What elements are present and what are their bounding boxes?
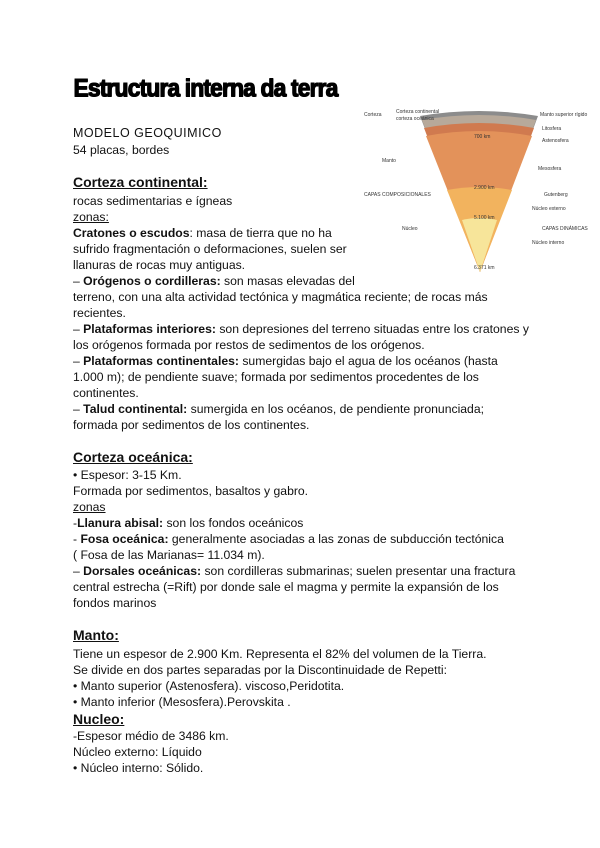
talud-text1: sumergida en los océanos, de pendiente pronunciada; xyxy=(187,402,484,416)
cratones-line2: sufrido fragmentación o deformaciones, suelen ser xyxy=(73,242,347,256)
dorsales-line1: – Dorsales oceánicas: son cordilleras submarinas; suelen presentar una fractura xyxy=(73,564,516,578)
fosa-line1: - Fosa oceánica: generalmente asociadas a las zonas de subducción tectónica xyxy=(73,532,504,546)
plat-int-line2: los orógenos formada por restos de sedimentos de los orógenos. xyxy=(73,338,425,352)
dorsales-text1: son cordilleras submarinas; suelen presentar una fractura xyxy=(201,564,516,578)
llanura-label: Llanura abisal: xyxy=(77,516,164,530)
fig-capas-din-label: CAPAS DINÁMICAS xyxy=(542,226,588,232)
manto-line1: Tiene un espesor de 2.900 Km. Representa el 82% del volumen de la Tierra. xyxy=(73,647,487,661)
fig-nucleo-interno-label: Núcleo interno xyxy=(532,240,565,246)
fig-mesosfera-label: Mesosfera xyxy=(538,166,562,172)
fig-nucleo-externo-label: Núcleo externo xyxy=(532,206,566,212)
dorsales-line2: central estrecha (=Rift) por donde sale el magma y permite la expansión de los xyxy=(73,580,499,594)
nucleo-line2: Núcleo externo: Líquido xyxy=(73,745,202,759)
orogenos-label: Orógenos o cordilleras: xyxy=(83,274,221,288)
plat-int-text1: son depresiones del terreno situadas entre los cratones y xyxy=(215,322,529,336)
manto-line4: • Manto inferior (Mesosfera).Perovskita . xyxy=(73,695,291,709)
orogenos-line1 xyxy=(73,274,355,290)
dorsales-line3: fondos marinos xyxy=(73,596,157,610)
orogenos-line3: recientes. xyxy=(73,306,126,320)
oceanica-espesor: • Espesor: 3-15 Km. xyxy=(73,468,182,482)
fig-corteza-oc-label: corteza oceánica xyxy=(396,116,434,122)
fig-km6371-label: 6.371 km xyxy=(474,265,495,271)
fig-km5100-label: 5.100 km xyxy=(474,215,495,221)
dorsales-label: Dorsales oceánicas: xyxy=(83,564,202,578)
fosa-line2: ( Fosa de las Marianas= 11.034 m). xyxy=(73,548,265,562)
oceanica-formada: Formada por sedimentos, basaltos y gabro. xyxy=(73,484,309,498)
fig-astenosfera-label: Astenosfera xyxy=(542,138,569,144)
plat-cont-line2: 1.000 m); de pendiente suave; formada por sedimentos procedentes de los xyxy=(73,370,479,384)
modelo-heading: MODELO GEOQUIMICO xyxy=(73,126,222,140)
llanura-text: son los fondos oceánicos xyxy=(163,516,304,530)
talud-line2: formada por sedimentos de los continentes. xyxy=(73,418,310,432)
fig-manto-superior-label: Manto superior rígido xyxy=(540,112,588,118)
corteza-continental-zonas: zonas: xyxy=(73,210,109,224)
modelo-sub: 54 placas, bordes xyxy=(73,143,170,157)
corteza-continental-line1: rocas sedimentarias e ígneas xyxy=(73,194,233,208)
nucleo-heading: Nucleo: xyxy=(73,711,125,727)
fig-manto-label: Manto xyxy=(382,158,396,164)
fig-litosfera-label: Litosfera xyxy=(542,126,562,132)
nucleo-line1: -Espesor médio de 3486 km. xyxy=(73,729,229,743)
earth-layers-diagram xyxy=(362,104,592,272)
inner-core-layer xyxy=(462,218,497,272)
orogenos-text1: son masas elevadas del xyxy=(220,274,355,288)
fig-corteza-label: Corteza xyxy=(364,112,382,118)
corteza-oceanica-heading: Corteza oceánica: xyxy=(73,449,193,465)
nucleo-line3: • Núcleo interno: Sólido. xyxy=(73,761,204,775)
corteza-continental-heading: Corteza continental: xyxy=(73,174,208,190)
cratones-label: Cratones o escudos xyxy=(73,226,190,240)
manto-heading: Manto: xyxy=(73,627,119,643)
llanura-line: -Llanura abisal: son los fondos oceánicos xyxy=(73,516,304,530)
fosa-label: Fosa oceánica: xyxy=(80,532,169,546)
fosa-text1: generalmente asociadas a las zonas de subducción tectónica xyxy=(168,532,504,546)
plat-cont-line1: – Plataformas continentales: sumergidas bajo el agua de los océanos (hasta xyxy=(73,354,498,368)
fig-corteza-cont-label: Corteza continental xyxy=(396,109,440,115)
talud-line1: – Talud continental: sumergida en los océanos, de pendiente pronunciada; xyxy=(73,402,484,416)
plat-cont-line3: continentes. xyxy=(73,386,139,400)
plat-int-line1: – Plataformas interiores: son depresiones del terreno situadas entre los cratones y xyxy=(73,322,529,336)
document-title: Estructura interna da terra xyxy=(73,74,338,102)
orogenos-line2: terreno, con una alta actividad tectónica y magmática reciente; de rocas más xyxy=(73,290,488,304)
plat-int-label: Plataformas interiores: xyxy=(83,322,216,336)
fig-km2900-label: 2.900 km xyxy=(474,185,495,191)
fig-capas-comp-label: CAPAS COMPOSICIONALES xyxy=(364,192,431,198)
fig-gutenberg-label: Gutenberg xyxy=(544,192,568,198)
plat-cont-text1: sumergidas bajo el agua de los océanos (hasta xyxy=(238,354,498,368)
plat-cont-label: Plataformas continentales: xyxy=(83,354,239,368)
cratones-line3: llanuras de rocas muy antiguas. xyxy=(73,258,246,272)
cratones-text1: : masa de tierra que no ha xyxy=(189,226,332,240)
fig-km700-label: 700 km xyxy=(474,134,491,140)
cratones-line1 xyxy=(73,226,332,242)
talud-label: Talud continental: xyxy=(83,402,188,416)
manto-line2: Se divide en dos partes separadas por la Discontinuidade de Repetti: xyxy=(73,663,447,677)
fig-nucleo-label: Núcleo xyxy=(402,226,418,232)
orogenos-prefix: – xyxy=(73,274,84,288)
oceanica-zonas: zonas xyxy=(73,500,106,514)
manto-line3: • Manto superior (Astenosfera). viscoso,Peridotita. xyxy=(73,679,345,693)
